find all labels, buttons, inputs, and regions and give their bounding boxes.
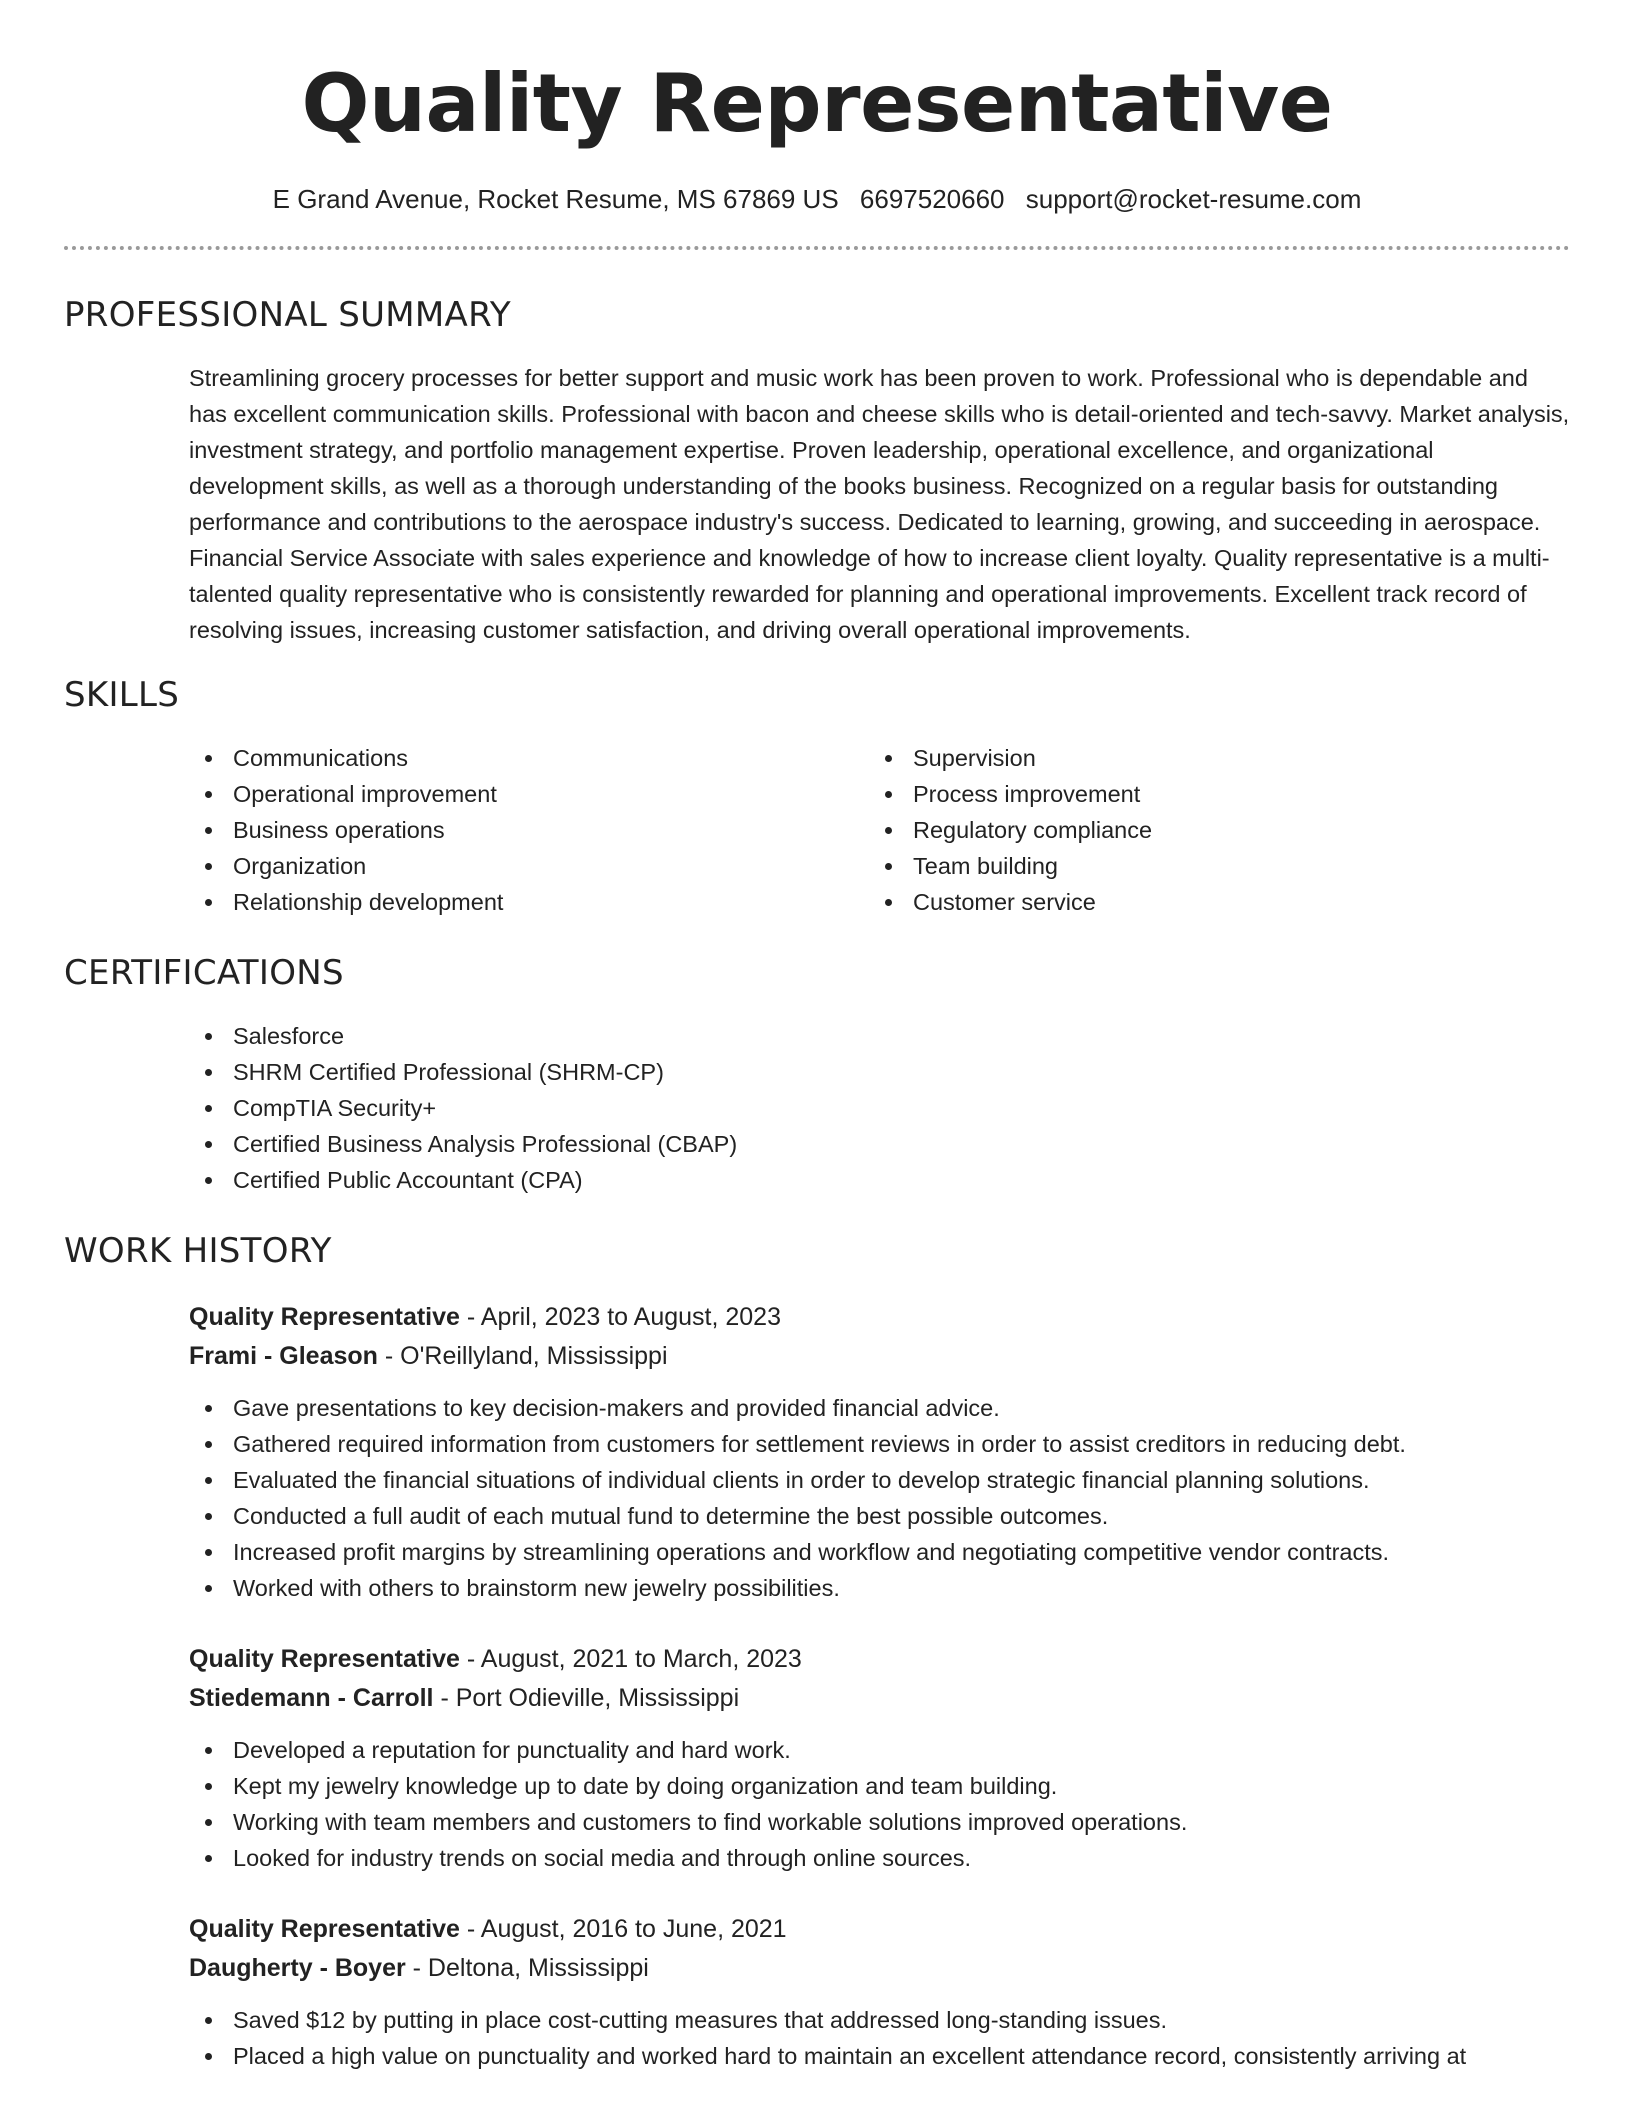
contact-line bbox=[64, 182, 1570, 216]
job-entry bbox=[189, 1640, 1570, 1876]
job-role: Quality Representative bbox=[189, 1303, 460, 1331]
skills-section bbox=[64, 674, 1570, 920]
skill-item: Team building bbox=[869, 848, 1549, 884]
certifications-list bbox=[189, 1018, 1570, 1198]
skills-heading: SKILLS bbox=[64, 675, 180, 715]
resume-page bbox=[64, 0, 1570, 2074]
contact-email[interactable]: support@rocket-resume.com bbox=[1025, 184, 1362, 214]
job-bullet: Increased profit margins by streamlining operations and workflow and negotiating competitive vendor contracts. bbox=[189, 1534, 1570, 1570]
contact-address: E Grand Avenue, Rocket Resume, MS 67869 US bbox=[272, 184, 839, 214]
job-dates: - August, 2021 to March, 2023 bbox=[459, 1645, 802, 1673]
skill-item: Business operations bbox=[189, 812, 869, 848]
skill-item: Operational improvement bbox=[189, 776, 869, 812]
job-location: - Port Odieville, Mississippi bbox=[433, 1684, 740, 1712]
job-bullet: Worked with others to brainstorm new jewelry possibilities. bbox=[189, 1570, 1570, 1606]
job-bullet: Kept my jewelry knowledge up to date by doing organization and team building. bbox=[189, 1768, 1570, 1804]
skill-item: Communications bbox=[189, 740, 869, 776]
certifications-heading: CERTIFICATIONS bbox=[64, 953, 344, 993]
job-title-line bbox=[189, 1298, 1570, 1337]
certification-item: Salesforce bbox=[189, 1018, 1570, 1054]
certification-item: CompTIA Security+ bbox=[189, 1090, 1570, 1126]
job-bullet: Developed a reputation for punctuality and hard work. bbox=[189, 1732, 1570, 1768]
job-role: Quality Representative bbox=[189, 1915, 460, 1943]
job-bullet: Gathered required information from customers for settlement reviews in order to assist creditors in reducing debt. bbox=[189, 1426, 1570, 1462]
skill-item: Customer service bbox=[869, 884, 1549, 920]
job-company: Frami - Gleason bbox=[189, 1342, 378, 1370]
work-history-heading: WORK HISTORY bbox=[64, 1231, 332, 1271]
job-bullet: Evaluated the financial situations of individual clients in order to develop strategic financial planning solutions. bbox=[189, 1462, 1570, 1498]
job-location: - Deltona, Mississippi bbox=[405, 1954, 649, 1982]
skill-item: Relationship development bbox=[189, 884, 869, 920]
job-bullet: Placed a high value on punctuality and worked hard to maintain an excellent attendance record, consistently arriving at bbox=[189, 2038, 1570, 2074]
work-history-section bbox=[64, 1230, 1570, 2074]
skills-grid bbox=[189, 740, 1570, 920]
job-bullets bbox=[189, 1390, 1570, 1606]
job-bullets bbox=[189, 2002, 1570, 2074]
job-bullet: Looked for industry trends on social media and through online sources. bbox=[189, 1840, 1570, 1876]
certification-item: Certified Business Analysis Professional (CBAP) bbox=[189, 1126, 1570, 1162]
job-role: Quality Representative bbox=[189, 1645, 460, 1673]
contact-phone: 6697520660 bbox=[859, 184, 1005, 214]
certification-item: SHRM Certified Professional (SHRM-CP) bbox=[189, 1054, 1570, 1090]
certifications-section bbox=[64, 952, 1570, 1198]
job-bullet: Gave presentations to key decision-makers and provided financial advice. bbox=[189, 1390, 1570, 1426]
skill-item: Process improvement bbox=[869, 776, 1549, 812]
job-bullets bbox=[189, 1732, 1570, 1876]
skills-list-right bbox=[869, 740, 1549, 920]
job-company: Stiedemann - Carroll bbox=[189, 1684, 434, 1712]
job-entry bbox=[189, 1298, 1570, 1606]
job-bullet: Conducted a full audit of each mutual fund to determine the best possible outcomes. bbox=[189, 1498, 1570, 1534]
summary-heading: PROFESSIONAL SUMMARY bbox=[64, 295, 511, 335]
skills-list-left bbox=[189, 740, 869, 920]
header-divider bbox=[64, 246, 1570, 250]
certification-item: Certified Public Accountant (CPA) bbox=[189, 1162, 1570, 1198]
skill-item: Supervision bbox=[869, 740, 1549, 776]
job-title-line bbox=[189, 1910, 1570, 1949]
job-company-line bbox=[189, 1679, 1570, 1718]
summary-text: Streamlining grocery processes for better support and music work has been proven to work. Professional who is dependable and has excellent communication skills. Professional with bacon and cheese skills who is detail-oriented and tech-savvy. Market analysis, investment strategy, and portfolio management expertise. Proven leadership, operational excellence, and organizational development skills, as well as a thorough understanding of the books business. Recognized on a regular basis for outstanding performance and contributions to the aerospace industry's success. Dedicated to learning, growing, and succeeding in aerospace. Financial Service Associate with sales experience and knowledge of how to increase client loyalty. Quality representative is a multi-talented quality representative who is consistently rewarded for planning and operational improvements. Excellent track record of resolving issues, increasing customer satisfaction, and driving overall operational improvements. bbox=[189, 365, 1570, 643]
job-entry bbox=[189, 1910, 1570, 2074]
skill-item: Organization bbox=[189, 848, 869, 884]
summary-section bbox=[64, 294, 1570, 648]
job-company: Daugherty - Boyer bbox=[189, 1954, 406, 1982]
job-title-line bbox=[189, 1640, 1570, 1679]
job-company-line bbox=[189, 1949, 1570, 1988]
skill-item: Regulatory compliance bbox=[869, 812, 1549, 848]
resume-name: Quality Representative bbox=[301, 57, 1333, 150]
job-bullet: Saved $12 by putting in place cost-cutting measures that addressed long-standing issues. bbox=[189, 2002, 1570, 2038]
job-location: - O'Reillyland, Mississippi bbox=[377, 1342, 668, 1370]
job-dates: - April, 2023 to August, 2023 bbox=[459, 1303, 781, 1331]
job-company-line bbox=[189, 1337, 1570, 1376]
job-bullet: Working with team members and customers to find workable solutions improved operations. bbox=[189, 1804, 1570, 1840]
job-dates: - August, 2016 to June, 2021 bbox=[459, 1915, 787, 1943]
